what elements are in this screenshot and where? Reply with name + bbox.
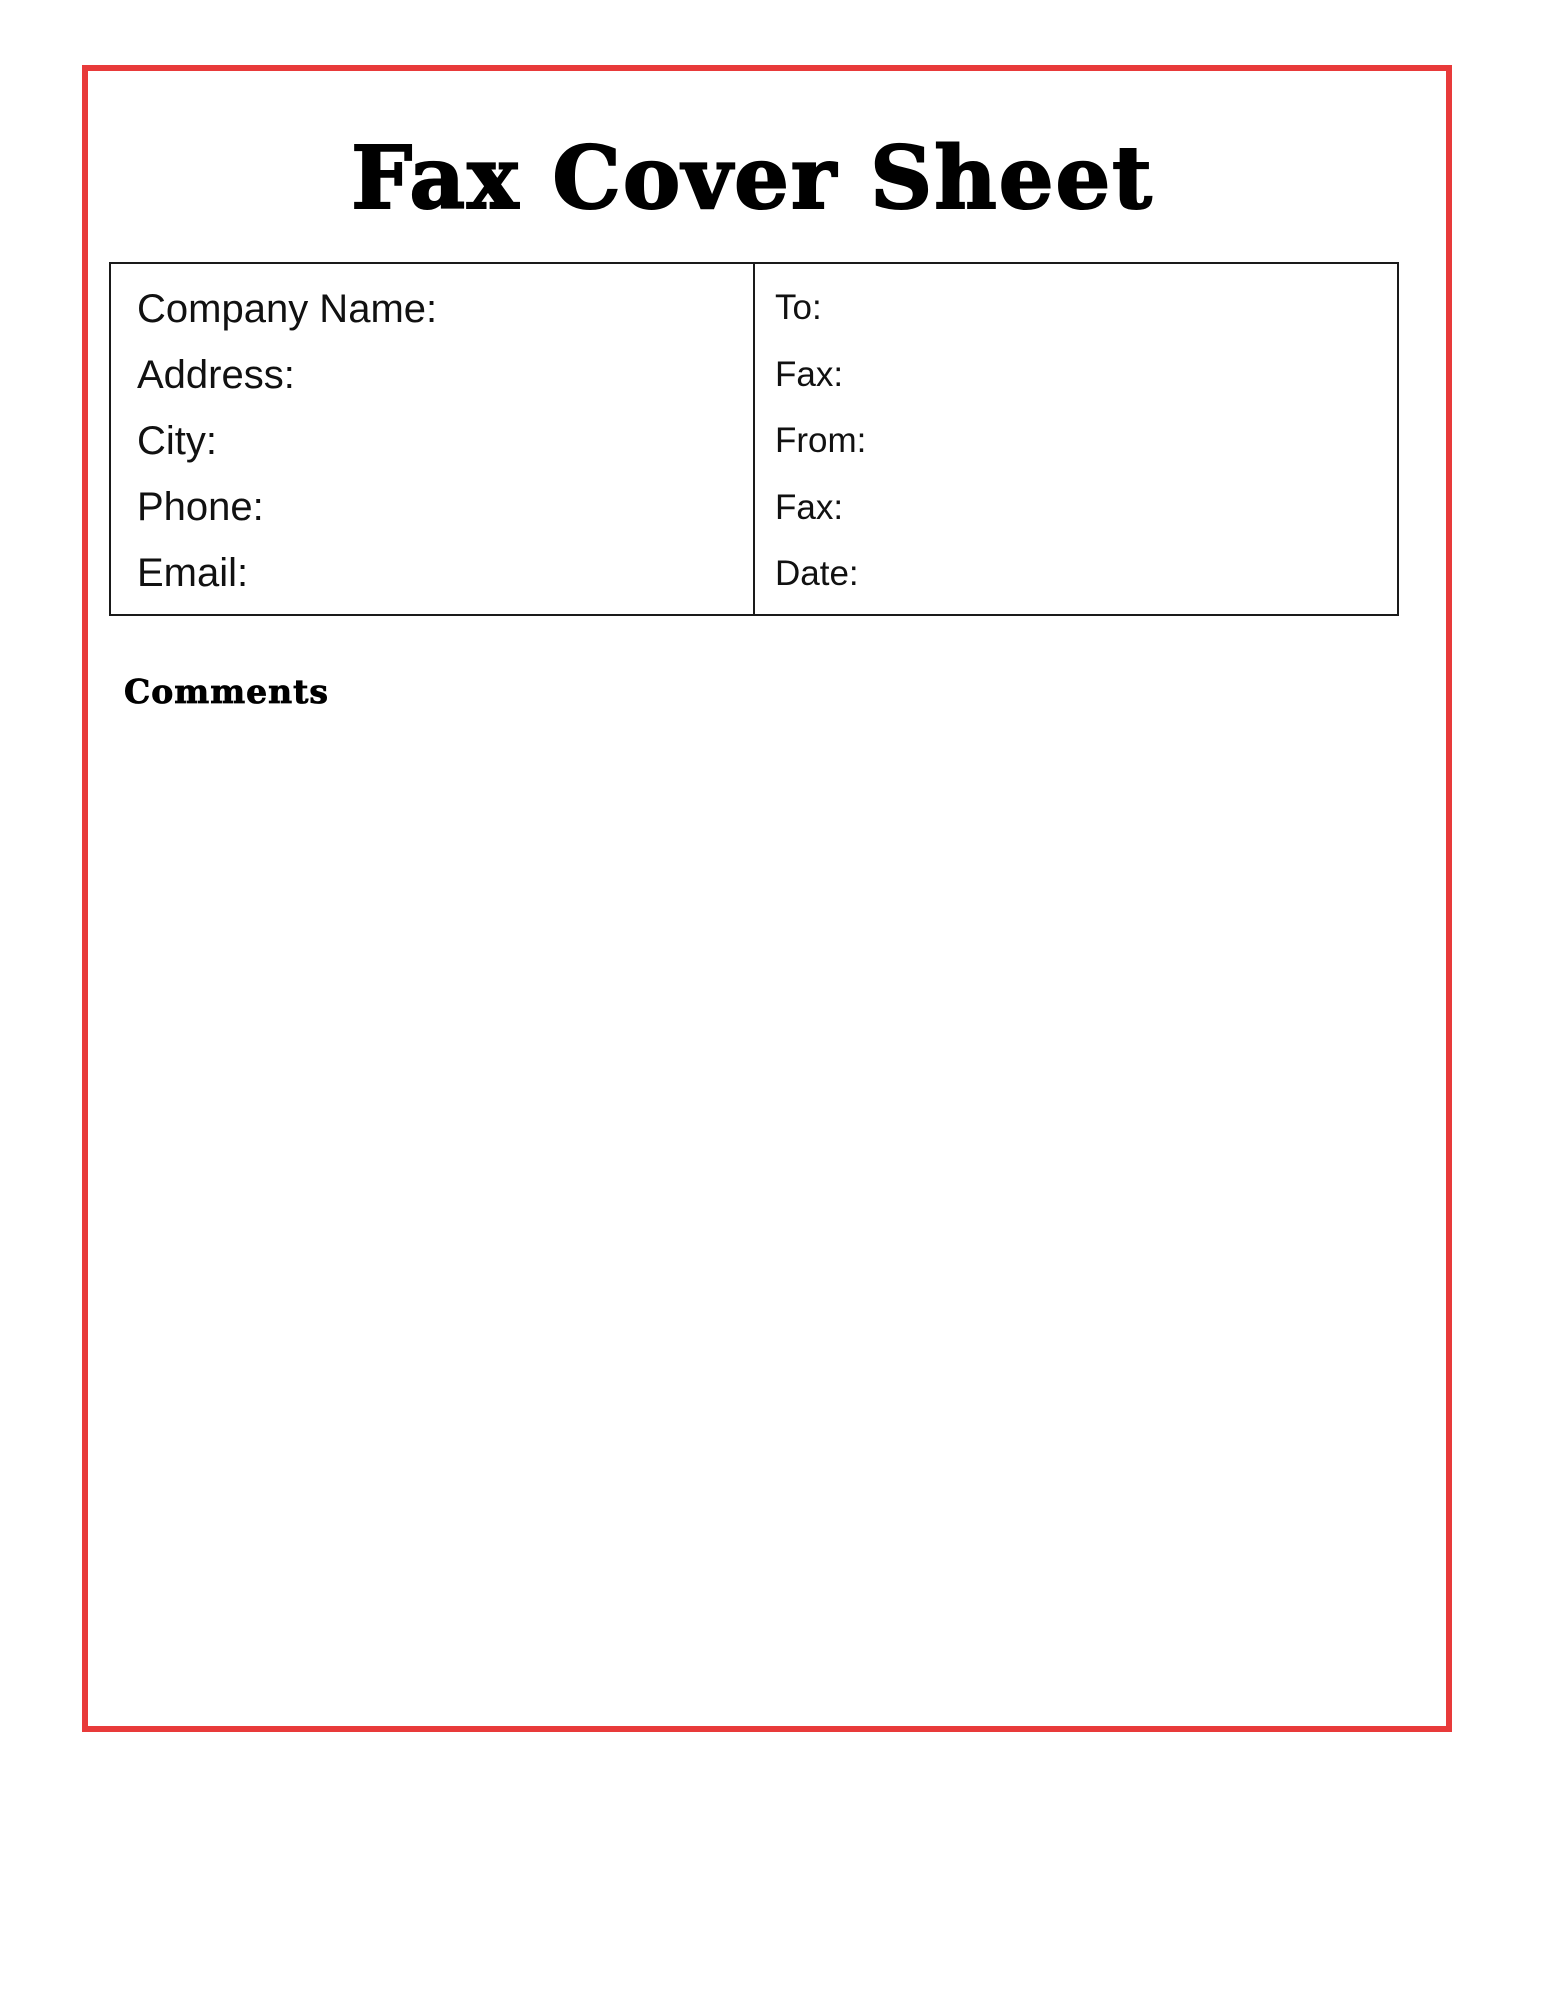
company-name-label: Company Name: — [137, 287, 438, 331]
date-label: Date: — [775, 554, 859, 593]
from-fax-label: Fax: — [775, 487, 844, 527]
info-table — [109, 262, 1399, 616]
from-label: From: — [775, 421, 867, 460]
sender-info-column — [111, 264, 755, 614]
to-label: To: — [775, 288, 822, 327]
email-label: Email: — [137, 551, 249, 595]
comments-area — [124, 730, 1404, 1690]
recipient-info-column — [755, 264, 1397, 614]
comments-heading: Comments — [124, 672, 329, 711]
address-label: Address: — [137, 353, 295, 397]
phone-label: Phone: — [137, 485, 264, 529]
page-title: Fax Cover Sheet — [351, 127, 1154, 229]
to-fax-label: Fax: — [775, 354, 844, 394]
city-label: City: — [137, 419, 217, 463]
